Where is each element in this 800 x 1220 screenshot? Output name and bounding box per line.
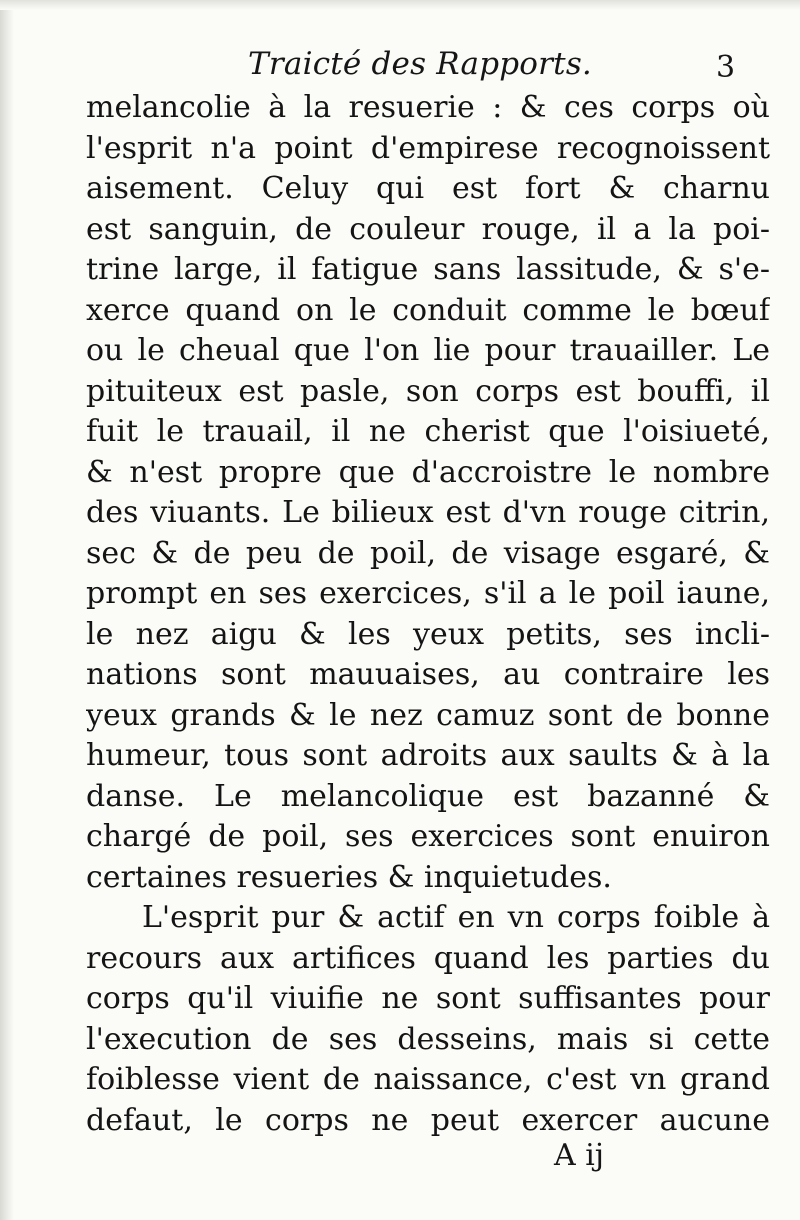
text-line: recours aux artifices quand les parties du <box>86 940 770 976</box>
text-line: l'esprit n'a point d'empirese recognoissent <box>86 130 770 166</box>
page-header <box>0 46 800 92</box>
text-line: nations sont mauuaises, au contraire les <box>86 657 770 692</box>
text-line-paragraph-start: L'esprit pur & actif en vn corps foible à <box>142 900 770 935</box>
running-title: Traicté des Rapports. <box>248 46 592 82</box>
text-line: le nez aigu & les yeux petits, ses incli- <box>86 616 770 652</box>
text-line: trine large, il fatigue sans lassitude, & s'e- <box>86 252 770 287</box>
text-line: humeur, tous sont adroits aux saults & à la <box>86 738 770 773</box>
text-line: & n'est propre que d'accroistre le nombre <box>86 454 770 490</box>
text-line: yeux grands & le nez camuz sont de bonne <box>86 697 770 733</box>
text-line: prompt en ses exercices, s'il a le poil iaune, <box>86 576 770 611</box>
text-line: pituiteux est pasle, son corps est bouffi, il <box>86 373 770 409</box>
text-line: danse. Le melancolique est bazanné & <box>86 778 770 814</box>
text-line: chargé de poil, ses exercices sont enuiron <box>86 819 770 854</box>
text-line: foiblesse vient de naissance, c'est vn grand <box>86 1062 770 1097</box>
page-edge-shadow-left <box>0 0 14 1220</box>
page-number: 3 <box>716 50 736 85</box>
text-line: ou le cheual que l'on lie pour trauailler. Le <box>86 333 770 368</box>
text-line: est sanguin, de couleur rouge, il a la poi- <box>86 211 770 247</box>
text-line: defaut, le corps ne peut exercer aucune <box>86 1102 770 1138</box>
text-line: aisement. Celuy qui est fort & charnu <box>86 171 770 206</box>
page-edge-shadow-top <box>0 0 800 10</box>
text-line: melancolie à la resuerie : & ces corps où <box>86 90 770 125</box>
text-line: fuit le trauail, il ne cherist que l'oisiueté, <box>86 414 770 449</box>
text-line: des viuants. Le bilieux est d'vn rouge citrin, <box>86 495 770 530</box>
text-line: xerce quand on le conduit comme le bœuf <box>86 292 770 328</box>
text-line: l'execution de ses desseins, mais si cette <box>86 1021 770 1057</box>
text-line: sec & de peu de poil, de visage esgaré, & <box>86 535 770 571</box>
body-text <box>86 88 770 1141</box>
signature-mark: A ij <box>554 1138 605 1173</box>
text-line: corps qu'il viuifie ne sont suffisantes pour <box>86 981 770 1016</box>
text-line: certaines resueries & inquietudes. <box>86 859 612 895</box>
